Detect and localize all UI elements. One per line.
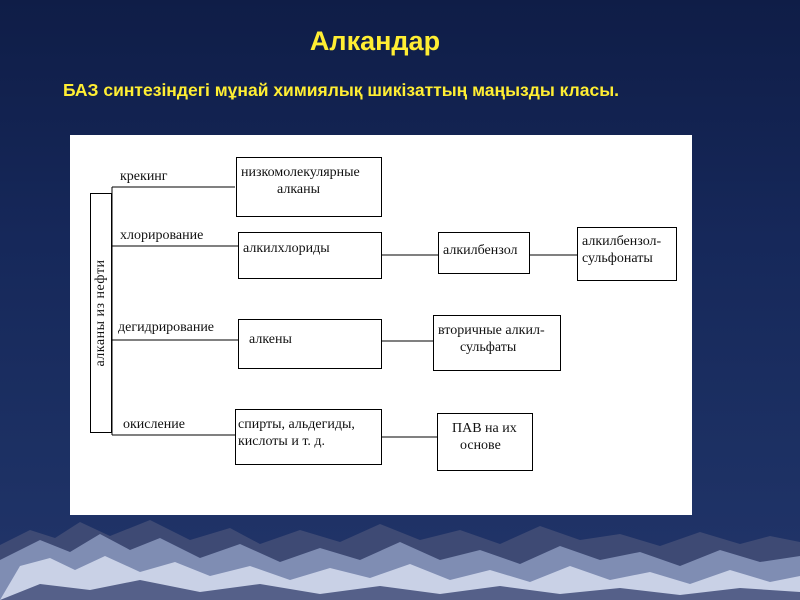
process-cracking: крекинг [120,169,168,184]
box-alkyl-benzene-label: алкилбензол [443,243,518,258]
box-alkyl-benzene-sulfonates [577,227,677,281]
process-dehydrogenation: дегидрирование [118,320,215,335]
box-surfactants [437,413,533,471]
box-alkyl-chlorides [238,232,382,279]
diagram-panel [70,135,692,515]
box-oxidation-line2: кислоты и т. д. [238,434,326,449]
box-surfactants-line2: основе [460,438,501,453]
box-alkyl-chlorides-label: алкилхлориды [243,241,330,256]
mountains-background [0,500,800,600]
box-sulfates-line2: сульфаты [460,340,517,355]
box-sulfonates-line2: сульфонаты [582,251,653,266]
slide-title: Алкандар [309,26,441,56]
box-low-molecular-alkanes [236,157,382,217]
box-alkenes-label: алкены [249,332,292,347]
process-chlorination: хлорирование [120,228,204,243]
box-sulfonates-line1: алкилбензол- [582,234,662,249]
process-oxidation: окисление [123,417,185,432]
box-alkenes [238,319,382,369]
box-sulfates-line1: вторичные алкил- [438,323,545,338]
box-oxidation-products [235,409,382,465]
box-secondary-alkyl-sulfates [433,315,561,371]
source-alkanes-label: алканы из нефти [93,259,108,367]
box-oxidation-line1: спирты, альдегиды, [238,417,355,432]
box-surfactants-line1: ПАВ на их [452,421,517,436]
slide-subtitle: БАЗ синтезіндегі мұнай химиялық шикізаттың маңызды класы. [63,80,620,100]
box-alkyl-benzene [438,232,530,274]
box-low-molecular-line2: алканы [277,182,321,197]
box-low-molecular-line1: низкомолекулярные [241,165,360,180]
source-alkanes-box [90,193,112,433]
